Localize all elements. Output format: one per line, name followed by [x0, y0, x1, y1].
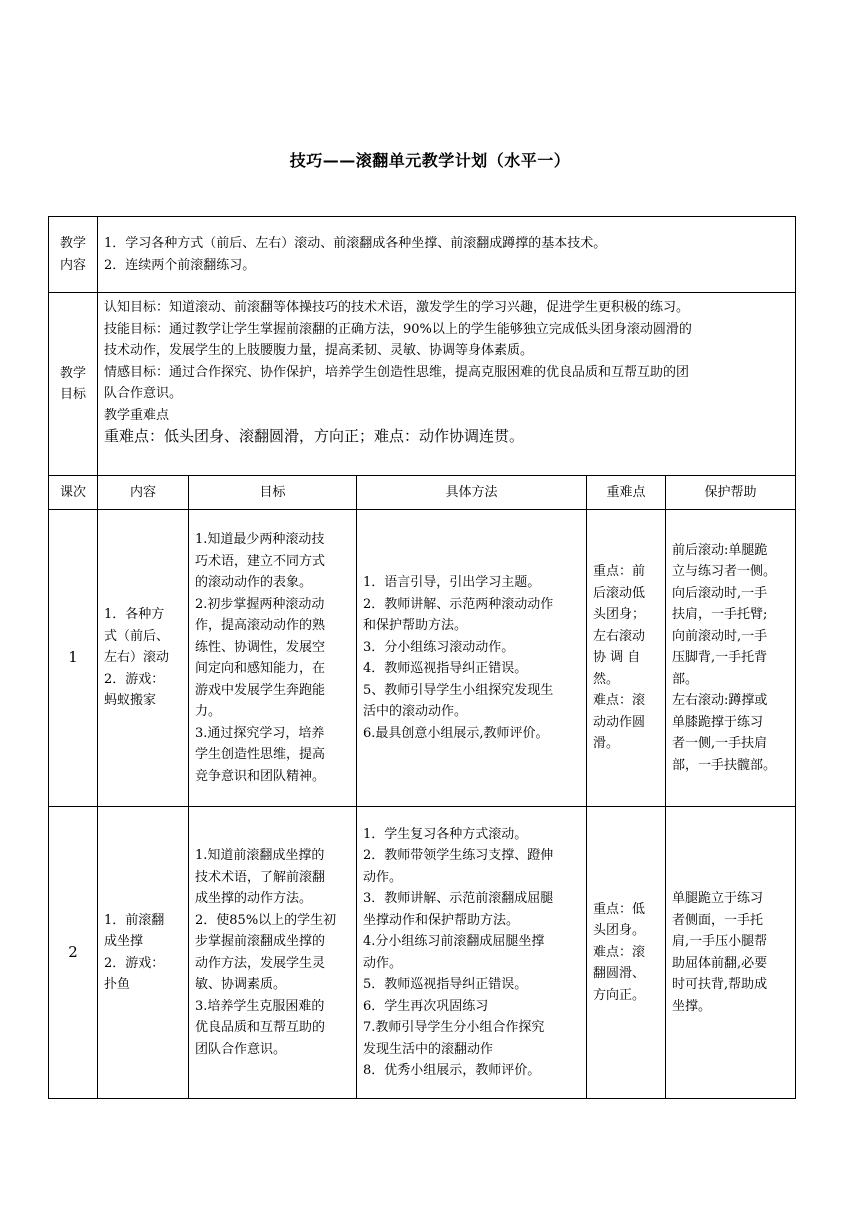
- header-row: [49, 476, 796, 510]
- goals-text: 认知目标：知道滚动、前滚翻等体操技巧的技术术语，激发学生的学习兴趣，促进学生更积极的练习。 技能目标：通过教学让学生掌握前滚翻的正确方法，90%以上的学生能够独立完成低头团身滚动圆滑的 技术动作，发展学生的上肢腰腹力量，提高柔韧、灵敏、协调等身体素质。 情感目标：通过合作探究、协作保护，培养学生创造性思维，提高克服困难的优良品质和互帮互助的团 队合作意识。 教学重难点 重难点：低头团身、滚翻圆滑，方向正；难点：动作协调连贯。: [98, 293, 796, 476]
- lesson-number: 1: [49, 510, 98, 807]
- content-row: [49, 217, 796, 293]
- lesson-help: 前后滚动:单腿跪 立与练习者一侧。 向后滚动时,一手 扶肩，一手托臂; 向前滚动时,一手 压脚背,一手托背 部。 左右滚动:蹲撑或 单膝跪撑于练习 者一侧,一手扶肩 部，一手扶髋部。: [666, 510, 796, 807]
- header-help: 保护帮助: [666, 476, 796, 510]
- lesson-content: 1．前滚翻 成坐撑 2．游戏： 扑鱼: [98, 807, 189, 1099]
- lesson-goal: 1.知道最少两种滚动技 巧术语，建立不同方式 的滚动动作的表象。 2.初步掌握两种滚动动 作，提高滚动动作的熟 练性、协调性，发展空 间定向和感知能力，在 游戏中发展学生奔跑能 力。 3.通过探究学习，培养 学生创造性思维，提高 竞争意识和团队精神。: [189, 510, 357, 807]
- page-title: 技巧——滚翻单元教学计划（水平一）: [289, 151, 571, 170]
- header-method: 具体方法: [357, 476, 587, 510]
- content-label: 教学 内容: [49, 217, 98, 293]
- lesson-content: 1．各种方 式（前后、 左右）滚动 2．游戏： 蚂蚁搬家: [98, 510, 189, 807]
- lesson-method: 1．学生复习各种方式滚动。 2．教师带领学生练习支撑、蹬伸 动作。 3．教师讲解、示范前滚翻成屈腿 坐撑动作和保护帮助方法。 4.分小组练习前滚翻成屈腿坐撑 动作。 5．教师巡视指导纠正错误。 6．学生再次巩固练习 7.教师引导学生分小组合作探究 发现生活中的滚翻动作 8．优秀小组展示，教师评价。: [357, 807, 587, 1099]
- content-text: 1．学习各种方式（前后、左右）滚动、前滚翻成各种坐撑、前滚翻成蹲撑的基本技术。 2．连续两个前滚翻练习。: [98, 217, 796, 293]
- lesson-key-points: 重点：低 头团身。 难点：滚 翻圆滑、 方向正。: [587, 807, 666, 1099]
- lesson-method: 1．语言引导，引出学习主题。 2．教师讲解、示范两种滚动动作 和保护帮助方法。 3．分小组练习滚动动作。 4．教师巡视指导纠正错误。 5、教师引导学生小组探究发现生 活中的滚动动作。 6.最具创意小组展示,教师评价。: [357, 510, 587, 807]
- goals-label: 教学 目标: [49, 293, 98, 476]
- header-goal: 目标: [189, 476, 357, 510]
- lesson-number: 2: [49, 807, 98, 1099]
- lesson-goal: 1.知道前滚翻成坐撑的 技术术语，了解前滚翻 成坐撑的动作方法。 2．使85%以上的学生初 步掌握前滚翻成坐撑的 动作方法，发展学生灵 敏、协调素质。 3.培养学生克服困难的 优良品质和互帮互助的 团队合作意识。: [189, 807, 357, 1099]
- lesson-help: 单腿跪立于练习 者侧面，一手托 肩,一手压小腿帮 助屈体前翻,必要 时可扶背,帮助成 坐撑。: [666, 807, 796, 1099]
- header-lesson: 课次: [49, 476, 98, 510]
- plan-table: [48, 216, 796, 1099]
- lesson-key-points: 重点：前 后滚动低 头团身； 左右滚动 协 调 自 然。 难点：滚 动动作圆 滑。: [587, 510, 666, 807]
- goals-row: [49, 293, 796, 476]
- lesson-row: [49, 807, 796, 1099]
- header-key: 重难点: [587, 476, 666, 510]
- lesson-row: [49, 510, 796, 807]
- header-content: 内容: [98, 476, 189, 510]
- key-difficulty-line: 重难点：低头团身、滚翻圆滑，方向正；难点：动作协调连贯。: [104, 427, 525, 445]
